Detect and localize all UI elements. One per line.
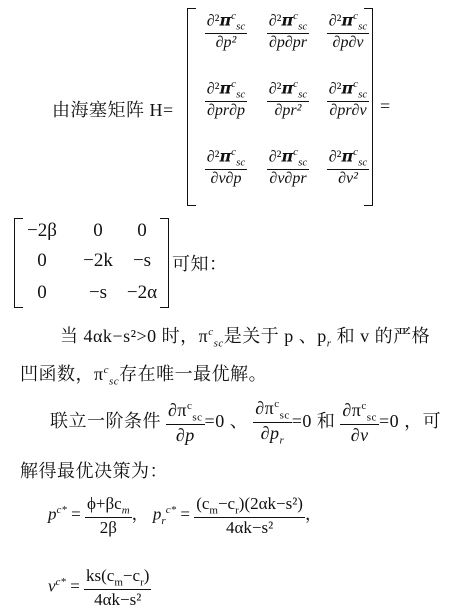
kezhi-text: 可知： [172,254,228,274]
matrix-entry: −2k [83,250,113,271]
hessian-entry: $\frac{\partial^2\pi^c_{sc}}{\partial p\partial v}$ [328,10,368,52]
hessian-entry: $\frac{\partial^2\pi^c_{sc}}{\text{∂pr²}}$ [268,78,308,120]
matrix-entry: −s [132,250,152,271]
matrix-entry: 0 [37,282,47,303]
hessian-entry: $\frac{\partial^2\pi^c_{sc}}{\partial pr\partial v}$ [328,78,368,120]
convexity-line-2: 凹函数，$\pi^c_{sc}$存在唯一最优解。 [20,364,268,388]
matrix-entry: 0 [137,220,147,241]
v-star-solution: $v^{c*}$ = $\frac{ks(c_m-c_r)}{\text{4αk−s²}}$ [48,566,150,610]
matrix-entry: 0 [37,250,47,271]
hessian-entry: $\frac{\partial^2\pi^c_{sc}}{\partial v\partial p}$ [206,146,246,188]
matrix-entry: −2β [27,220,57,241]
matrix-entry: 0 [93,220,103,241]
hessian-entry: $\frac{\partial^2\pi^c_{sc}}{\partial v\partial pr}$ [268,146,308,188]
convexity-line-1: 当 4αk−s²>0 时，$\pi^c_{sc}$是关于 p 、$p_r$ 和 v 的严格 [60,326,431,350]
hessian-equals: = [380,96,391,116]
hessian-intro: 由海塞矩阵 H= [52,100,174,120]
p-star-solution: $p^{c*}$ = $\frac{\phi+\beta c_m}{2\beta}$ ， $p_r^{c*}$ = $\frac{(c_m-c_r)(2\alpha k-s^2)}{\text{4αk−s²}}$ ， [48,494,322,538]
matrix-entry: −2α [126,282,158,303]
hessian-entry: $\frac{\partial^2\pi^c_{sc}}{\partial pr\partial p}$ [206,78,246,120]
hessian-entry: $\frac{\partial^2\pi^c_{sc}}{\partial p\partial pr}$ [268,10,308,52]
first-order-conditions: 联立一阶条件 $\frac{\partial\pi^c_{sc}}{\partial p}$ =0 、 $\frac{\partial\pi^c_{sc}}{\partial p_r}$ =0 和 $\frac{\partial\pi^c_{sc}}{\partial v}$ =0 ，可 [50,398,442,447]
hessian-entry: $\frac{\partial^2\pi^c_{sc}}{\text{∂p²}}$ [206,10,246,52]
solve-line: 解得最优决策为： [20,461,168,481]
hessian-entry: $\frac{\partial^2\pi^c_{sc}}{\text{∂v²}}$ [328,146,368,188]
matrix-entry: −s [88,282,108,303]
hessian-left-bracket [187,8,196,206]
